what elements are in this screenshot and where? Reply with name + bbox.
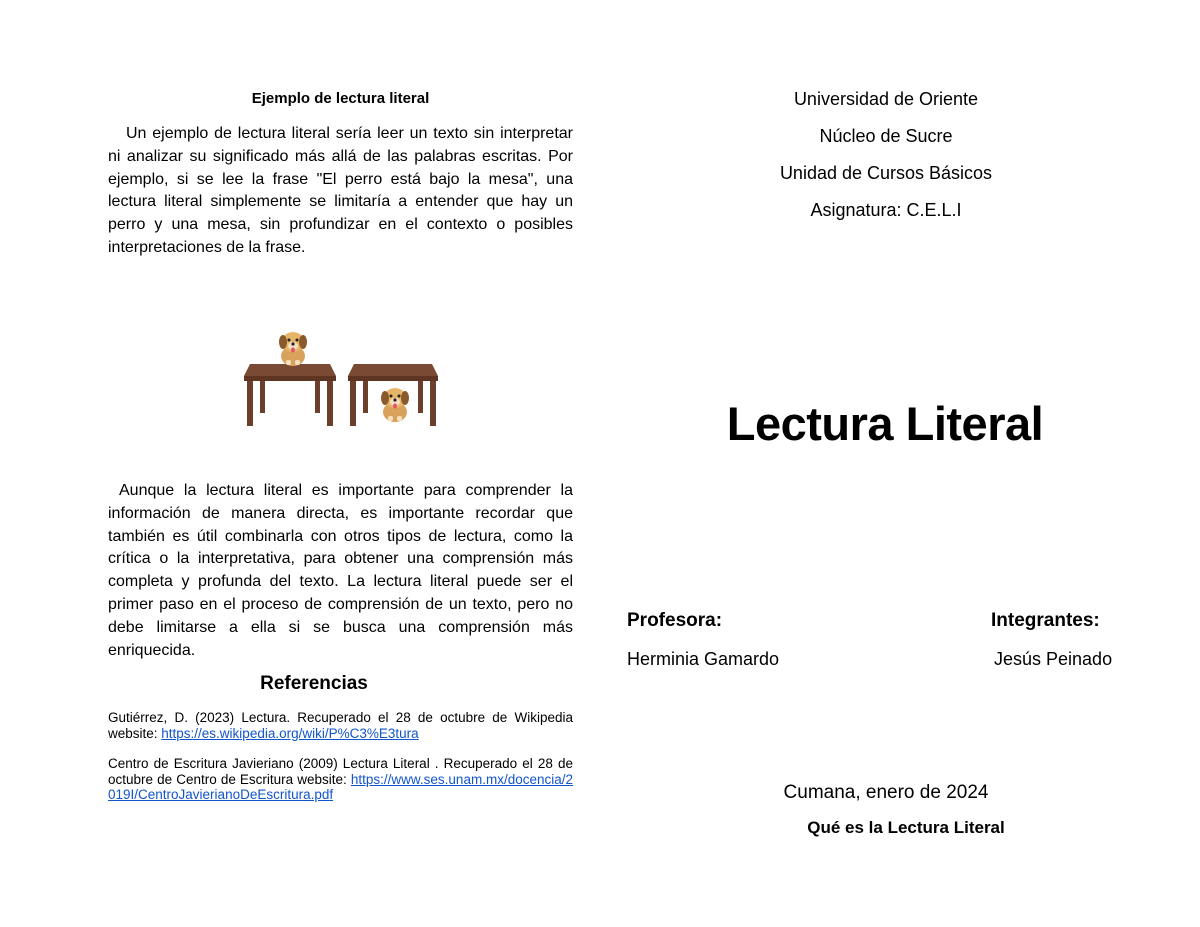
institution-unit: Unidad de Cursos Básicos xyxy=(779,163,993,183)
references-heading: Referencias xyxy=(260,673,368,694)
institution-nucleus: Núcleo de Sucre xyxy=(819,126,953,146)
professor-label: Profesora: xyxy=(627,610,723,631)
paragraph-conclusion-text: Aunque la lectura literal es importante para comprender la información de manera directa, es importante recordar que también es útil combinarla con otros tipos de lectura, como la crítica o la interpretativa, para obtener una comprensión más completa y profunda del texto. La lectura literal puede ser el primer paso en el proceso de comprensión de un texto, pero no debe limitarse a ella si se busca una comprensión más enriquecida. xyxy=(108,482,573,659)
dog-table-illustration xyxy=(232,296,447,461)
reference-text: Gutiérrez, D. (2023) Lectura. Recuperado el 28 de octubre de Wikipedia website: xyxy=(108,710,573,741)
institution-subject: Asignatura: C.E.L.I xyxy=(810,200,962,220)
paragraph-example-text: Un ejemplo de lectura literal sería leer un texto sin interpretar ni analizar su significado más allá de las palabras escritas. Por ejemplo, si se lee la frase "El perro está bajo la mesa", una lectura literal simplemente se limitaría a entender que hay un perro y una mesa, sin profundizar en el contexto o posibles interpretaciones de la frase. xyxy=(108,125,573,256)
reference-item xyxy=(108,756,573,803)
reference-text: Centro de Escritura Javieriano (2009) Lectura Literal . Recuperado el 28 de octubre de Centro de Escritura website: xyxy=(108,756,573,787)
members-label: Integrantes: xyxy=(991,610,1100,631)
cover-title: Lectura Literal xyxy=(726,397,1044,450)
professor-name: Herminia Gamardo xyxy=(627,649,780,669)
reference-link[interactable]: https://www.ses.unam.mx/docencia/2019I/CentroJavierianoDeEscritura.pdf xyxy=(108,771,573,802)
member-name: Jesús Peinado xyxy=(994,649,1113,669)
section-heading: Ejemplo de lectura literal xyxy=(251,90,430,107)
paragraph-conclusion xyxy=(108,480,573,662)
cover-date: Cumana, enero de 2024 xyxy=(783,782,989,803)
paragraph-example xyxy=(108,123,573,260)
cover-subtitle: Qué es la Lectura Literal xyxy=(807,818,1005,837)
institution-university: Universidad de Oriente xyxy=(793,89,979,109)
dog-on-table-and-under-table-illustration-icon xyxy=(232,296,447,461)
reference-item xyxy=(108,710,573,741)
reference-link[interactable]: https://es.wikipedia.org/wiki/P%C3%E3tura xyxy=(161,725,419,741)
